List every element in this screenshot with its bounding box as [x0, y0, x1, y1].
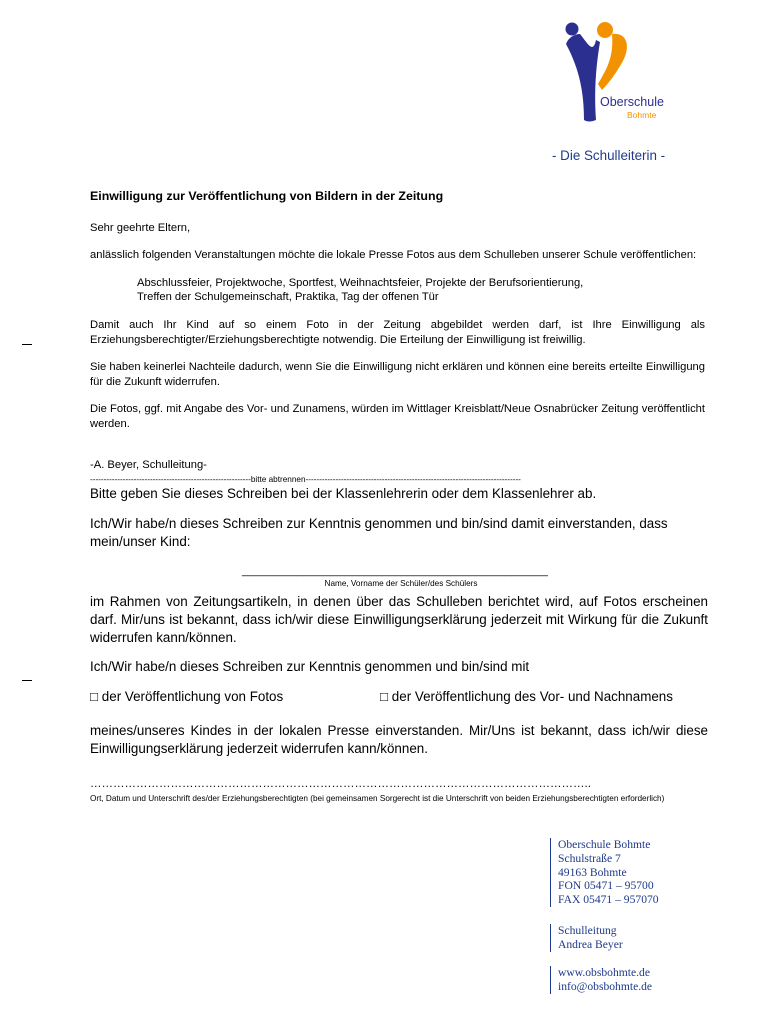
street-address: Schulstraße 7 — [558, 851, 621, 865]
cut-line-left: ---------------------------------------------------------- — [90, 475, 249, 484]
website-link[interactable]: www.obsbohmte.de — [558, 966, 650, 979]
acknowledgement-1: Ich/Wir habe/n dieses Schreiben zur Kenntnis genommen und bin/sind damit einverstanden, dass mein/unser Kind: — [90, 516, 668, 549]
student-name-line[interactable]: __________________________________________________ — [242, 565, 548, 577]
no-disadvantage-paragraph: Sie haben keinerlei Nachteile dadurch, wenn Sie die Einwilligung nicht erklären und können eine bereits erteilte Einwilligung für die Zukunft widerrufen. — [90, 361, 705, 388]
events-line-1: Abschlussfeier, Projektwoche, Sportfest, Weihnachtsfeier, Projekte der Berufsorientierung, — [137, 277, 584, 289]
cut-line-right: ------------------------------------------------------------------------------ — [308, 475, 521, 484]
closing-paragraph: meines/unseres Kindes in der lokalen Presse einverstanden. Mir/Uns ist bekannt, dass ich/wir diese Einwilligungserklärung jederzeit widerrufen kann/können. — [90, 723, 708, 756]
return-instruction: Bitte geben Sie dieses Schreiben bei der Klassenlehrerin oder dem Klassenlehrer ab. — [90, 486, 597, 501]
option-photos-checkbox[interactable]: □ der Veröffentlichung von Fotos — [90, 689, 284, 704]
consent-paragraph: Damit auch Ihr Kind auf so einem Foto in der Zeitung abgebildet werden darf, ist Ihre Einwilligung als Erziehungsberechtigter/Erziehungsberechtigte notwendig. Die Erteilung der Einwilligung ist freiwillig. — [90, 319, 705, 346]
letter-signature: -A. Beyer, Schulleitung- — [90, 459, 207, 471]
logo-figures-icon — [558, 18, 668, 130]
intro-paragraph: anlässlich folgenden Veranstaltungen möchte die lokale Presse Fotos aus dem Schulleben unserer Schule veröffentlichen: — [90, 249, 697, 261]
student-name-caption: Name, Vorname der Schüler/des Schülers — [324, 579, 478, 588]
email-link[interactable]: info@obsbohmte.de — [558, 979, 653, 993]
fold-mark-top — [22, 344, 32, 345]
online-block — [550, 966, 652, 994]
school-logo — [558, 18, 668, 130]
phone-number: FON 05471 – 95700 — [558, 879, 654, 893]
address-block — [550, 838, 659, 907]
signature-caption: Ort, Datum und Unterschrift des/der Erziehungsberechtigten (bei gemeinsamen Sorgerecht ist die Unterschrift von beiden Erziehungsberechtigten erforderlich) — [90, 794, 665, 803]
fax-number: FAX 05471 – 957070 — [558, 893, 659, 907]
letter-title: Einwilligung zur Veröffentlichung von Bildern in der Zeitung — [90, 189, 444, 203]
school-name: Oberschule Bohmte — [558, 838, 651, 851]
context-paragraph: im Rahmen von Zeitungsartikeln, in denen über das Schulleben berichtet wird, auf Fotos erscheinen darf. Mir/uns ist bekannt, dass ich/wir diese Einwilligungserklärung jederzeit mit Wirkung für die Zukunft widerrufen kann/können. — [90, 594, 708, 645]
leadership-person: Andrea Beyer — [558, 937, 623, 951]
option-names-checkbox[interactable]: □ der Veröffentlichung des Vor- und Nachnamens — [380, 689, 673, 704]
logo-name: Oberschule — [600, 95, 664, 109]
acknowledgement-2: Ich/Wir habe/n dieses Schreiben zur Kenntnis genommen und bin/sind mit — [90, 659, 530, 674]
cut-line-label: -bitte abtrennen- — [248, 475, 309, 484]
leadership-role: Schulleitung — [558, 924, 617, 937]
postal-city: 49163 Bohmte — [558, 865, 627, 879]
leadership-block — [550, 924, 623, 952]
logo-place: Bohmte — [627, 110, 657, 120]
events-line-2: Treffen der Schulgemeinschaft, Praktika, Tag der offenen Tür — [137, 291, 439, 303]
header-role: - Die Schulleiterin - — [552, 148, 666, 163]
salutation: Sehr geehrte Eltern, — [90, 222, 191, 234]
newspaper-paragraph: Die Fotos, ggf. mit Angabe des Vor- und Zunamens, würden im Wittlager Kreisblatt/Neue Osnabrücker Zeitung veröffentlicht werden. — [90, 403, 705, 430]
signature-line[interactable]: ………………………………………………………………………………………………………………….. — [90, 778, 591, 790]
fold-mark-bottom — [22, 680, 32, 681]
